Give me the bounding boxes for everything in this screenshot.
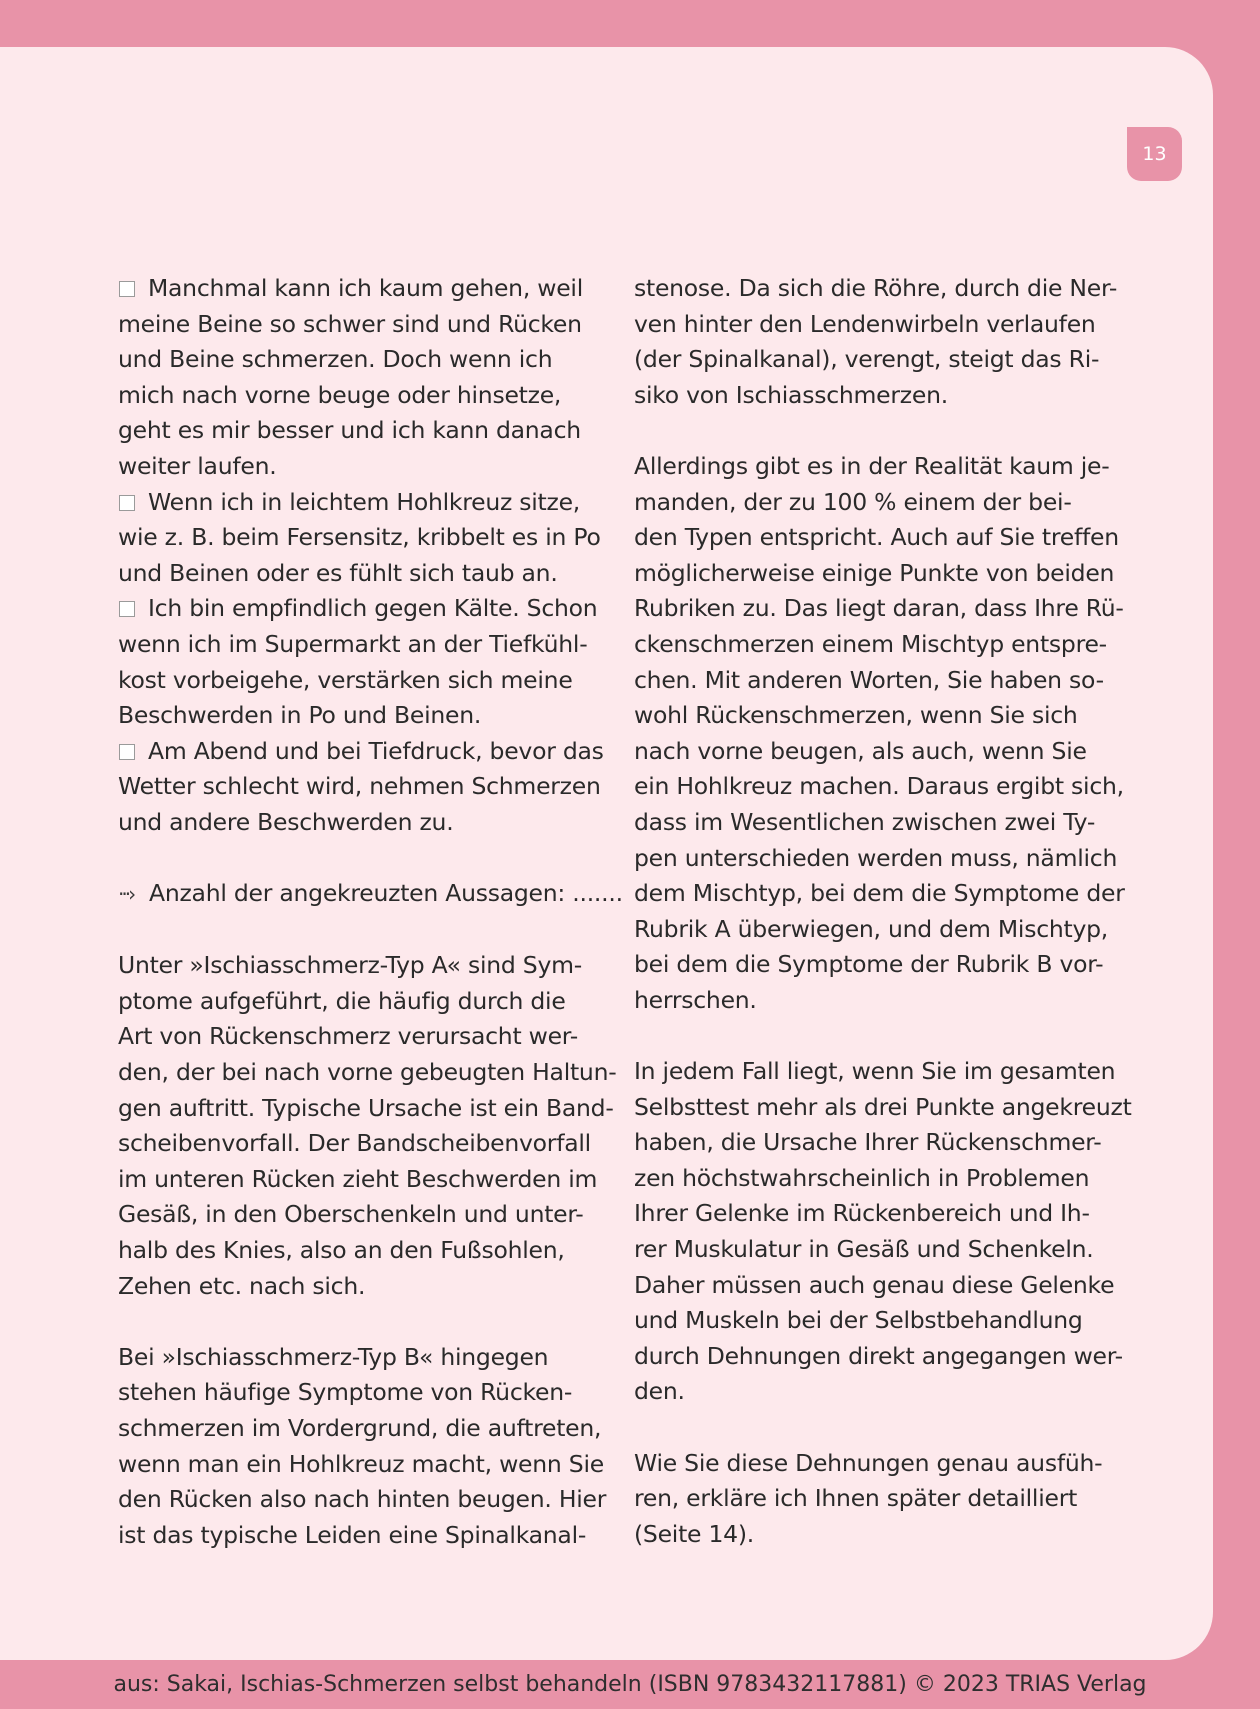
dotted-arrow-icon: ···› <box>118 882 134 907</box>
checkbox[interactable] <box>119 281 135 297</box>
right-column-line <box>634 520 1124 556</box>
left-column-line-text: im unteren Rücken zieht Beschwerden im <box>118 1164 598 1193</box>
left-column-line <box>118 1162 598 1198</box>
left-column-line <box>118 449 598 485</box>
left-column-line-text: Bei »Ischiasschmerz-Typ B« hingegen <box>118 1342 549 1371</box>
right-text-column <box>634 271 1132 1552</box>
left-column-line-text: den, der bei nach vorne gebeugten Haltun- <box>118 1058 617 1087</box>
left-column-line <box>118 413 598 449</box>
right-column-line-text: herrschen. <box>634 985 757 1014</box>
right-column-line <box>634 805 1124 841</box>
left-column-line-text: wenn man ein Hohlkreuz macht, wenn Sie <box>118 1449 604 1478</box>
right-column-line-text: den. <box>634 1377 685 1406</box>
left-column-line <box>118 1197 598 1233</box>
right-column-line <box>634 983 1124 1019</box>
left-column-line-text: gen auftritt. Typische Ursache ist ein Band- <box>118 1093 614 1122</box>
checkbox[interactable] <box>119 601 135 617</box>
left-column-line-text: Unter »Ischiasschmerz-Typ A« sind Sym- <box>118 951 582 980</box>
left-column-line-text: mich nach vorne beuge oder hinsetze, <box>118 380 562 409</box>
right-column-line <box>634 734 1124 770</box>
right-column-line-text: (der Spinalkanal), verengt, steigt das Ri- <box>634 345 1100 374</box>
left-column-line-text: und andere Beschwerden zu. <box>118 807 454 836</box>
left-column-line <box>118 1482 607 1518</box>
right-column-line <box>634 1090 1132 1126</box>
left-column-line <box>118 734 604 770</box>
right-column-line-text: nach vorne beugen, als auch, wenn Sie <box>634 736 1087 765</box>
right-column-line <box>634 378 1124 414</box>
left-column-line-text: Wetter schlecht wird, nehmen Schmerzen <box>118 772 601 801</box>
right-column-line-text: Rubriken zu. Das liegt daran, dass Ihre Rü- <box>634 594 1124 623</box>
left-column-line <box>118 1019 598 1055</box>
right-column-line <box>634 1374 1124 1410</box>
right-column-line-text: den Typen entspricht. Auch auf Sie treffen <box>634 523 1119 552</box>
left-text-column <box>118 271 623 1553</box>
right-column-line-text: stenose. Da sich die Röhre, durch die Ner- <box>634 274 1118 302</box>
right-column-line-text: Ihrer Gelenke im Rückenbereich und Ih- <box>634 1199 1090 1228</box>
left-column-line <box>118 1269 598 1305</box>
left-column-line-text: kost vorbeigehe, verstärken sich meine <box>118 665 573 694</box>
right-column-line-text: chen. Mit anderen Worten, Sie haben so- <box>634 665 1104 694</box>
left-column-line <box>118 1518 598 1554</box>
left-column-line <box>118 1091 614 1127</box>
right-column-line-text: rer Muskulatur in Gesäß und Schenkeln. <box>634 1235 1094 1264</box>
left-column-line-text: Gesäß, in den Oberschenkeln und unter- <box>118 1200 584 1229</box>
right-column-line-text: zen höchstwahrscheinlich in Problemen <box>634 1163 1090 1192</box>
right-column-line-text: bei dem die Symptome der Rubrik B vor- <box>634 950 1104 979</box>
left-column-line-text: wie z. B. beim Fersensitz, kribbelt es in Po <box>118 523 601 552</box>
right-column-line <box>634 1161 1124 1197</box>
right-column-line <box>634 1268 1124 1304</box>
right-column-line-text: ein Hohlkreuz machen. Daraus ergibt sich, <box>634 772 1124 801</box>
right-column-line-text: manden, der zu 100 % einem der bei- <box>634 487 1072 516</box>
left-column-line-text: stehen häufige Symptome von Rücken- <box>118 1378 573 1407</box>
left-column-line-text: Art von Rückenschmerz verursacht wer- <box>118 1022 578 1051</box>
left-column-line-text: den Rücken also nach hinten beugen. Hier <box>118 1485 607 1514</box>
left-column-line <box>118 948 598 984</box>
source-footer: aus: Sakai, Ischias-Schmerzen selbst behandeln (ISBN 9783432117881) © 2023 TRIAS Verlag <box>113 1672 1147 1697</box>
right-column-line <box>634 876 1124 912</box>
left-column-line <box>118 591 598 627</box>
right-column-line-text: dem Mischtyp, bei dem die Symptome der <box>634 879 1125 908</box>
right-column-line <box>634 947 1124 983</box>
left-column-line-text: ist das typische Leiden eine Spinalkanal- <box>118 1520 587 1549</box>
right-column-line <box>634 1303 1124 1339</box>
right-column-line <box>634 1232 1124 1268</box>
page-number: 13 <box>1127 127 1182 181</box>
right-column-line <box>634 485 1124 521</box>
right-column-line <box>634 1196 1124 1232</box>
right-column-line <box>634 627 1124 663</box>
paragraph-gap <box>118 841 598 877</box>
right-column-line <box>634 1339 1124 1375</box>
left-column-line-text: schmerzen im Vordergrund, die auftreten, <box>118 1414 602 1442</box>
left-column-line-text: Beschwerden in Po und Beinen. <box>118 701 482 730</box>
left-column-line <box>118 1055 617 1091</box>
left-column-line <box>118 342 598 378</box>
left-column-line <box>118 378 598 414</box>
right-column-line-text: dass im Wesentlichen zwischen zwei Ty- <box>634 807 1096 836</box>
left-column-line-text: und Beinen oder es fühlt sich taub an. <box>118 558 558 587</box>
left-column-line-text: scheibenvorfall. Der Bandscheibenvorfall <box>118 1129 591 1158</box>
right-column-line-text: siko von Ischiasschmerzen. <box>634 380 948 409</box>
left-column-line <box>118 1126 598 1162</box>
left-column-line <box>118 1447 604 1483</box>
left-column-line <box>118 627 598 663</box>
paragraph-gap <box>634 413 1124 449</box>
paragraph-gap <box>118 1304 598 1340</box>
left-column-line-text: halb des Knies, also an den Fußsohlen, <box>118 1236 565 1265</box>
right-column-line-text: ven hinter den Lendenwirbeln verlaufen <box>634 309 1096 338</box>
left-column-line-text: Wenn ich in leichtem Hohlkreuz sitze, <box>148 487 581 516</box>
right-column-line-text: (Seite 14). <box>634 1519 755 1548</box>
left-column-line <box>118 698 598 734</box>
paragraph-gap <box>634 1410 1124 1446</box>
right-column-line-text: Selbsttest mehr als drei Punkte angekreuzt <box>634 1092 1132 1121</box>
left-column-line-text: Manchmal kann ich kaum gehen, weil <box>148 274 583 302</box>
right-column-line-text: ren, erkläre ich Ihnen später detailliert <box>634 1484 1078 1513</box>
page-sheet <box>0 47 1213 1660</box>
right-column-line <box>634 698 1124 734</box>
right-column-line-text: In jedem Fall liegt, wenn Sie im gesamten <box>634 1057 1116 1086</box>
left-column-line-text: Anzahl der angekreuzten Aussagen: ....... <box>149 879 623 908</box>
left-column-line-text: wenn ich im Supermarkt an der Tiefkühl- <box>118 629 588 658</box>
left-column-line-text: geht es mir besser und ich kann danach <box>118 416 581 445</box>
left-column-line-text: Ich bin empfindlich gegen Kälte. Schon <box>148 594 598 623</box>
left-column-line-text: ptome aufgeführt, die häufig durch die <box>118 986 566 1015</box>
left-column-line <box>118 663 598 699</box>
left-column-line <box>118 556 598 592</box>
right-column-line <box>634 591 1124 627</box>
right-column-line <box>634 769 1124 805</box>
left-column-line-text: und Beine schmerzen. Doch wenn ich <box>118 345 553 374</box>
right-column-line-text: Wie Sie diese Dehnungen genau ausfüh- <box>634 1448 1103 1477</box>
right-column-line <box>634 342 1124 378</box>
left-column-line-text: meine Beine so schwer sind und Rücken <box>118 309 582 338</box>
paragraph-gap <box>634 1018 1124 1054</box>
right-column-line-text: durch Dehnungen direkt angegangen wer- <box>634 1341 1123 1370</box>
right-column-line-text: wohl Rückenschmerzen, wenn Sie sich <box>634 701 1078 730</box>
right-column-line-text: Rubrik A überwiegen, und dem Mischtyp, <box>634 914 1109 943</box>
left-column-line <box>118 876 623 913</box>
left-column-line-text: Zehen etc. nach sich. <box>118 1271 366 1300</box>
right-column-line-text: haben, die Ursache Ihrer Rückenschmer- <box>634 1128 1102 1157</box>
checkbox[interactable] <box>119 744 135 760</box>
left-column-line <box>118 307 598 343</box>
left-column-line <box>118 769 601 805</box>
left-column-line <box>118 1233 598 1269</box>
right-column-line <box>634 841 1124 877</box>
left-column-line <box>118 271 598 307</box>
right-column-line <box>634 1054 1124 1090</box>
right-column-line <box>634 1446 1124 1482</box>
left-column-line <box>118 1411 602 1447</box>
right-column-line <box>634 556 1124 592</box>
checkbox[interactable] <box>119 495 135 511</box>
right-column-line-text: Daher müssen auch genau diese Gelenke <box>634 1270 1115 1299</box>
left-column-line <box>118 805 598 841</box>
right-column-line <box>634 1517 1124 1553</box>
left-column-line <box>118 984 598 1020</box>
left-column-line-text: Am Abend und bei Tiefdruck, bevor das <box>148 736 604 765</box>
right-column-line-text: möglicherweise einige Punkte von beiden <box>634 558 1115 587</box>
left-column-line <box>118 485 598 521</box>
right-column-line <box>634 912 1124 948</box>
right-column-line <box>634 449 1124 485</box>
right-column-line-text: und Muskeln bei der Selbstbehandlung <box>634 1306 1083 1335</box>
left-column-line <box>118 1340 598 1376</box>
right-column-line-text: pen unterschieden werden muss, nämlich <box>634 843 1118 872</box>
right-column-line-text: ckenschmerzen einem Mischtyp entspre- <box>634 629 1107 658</box>
left-column-line <box>118 1375 598 1411</box>
paragraph-gap <box>118 913 598 949</box>
right-column-line <box>634 663 1124 699</box>
right-column-line <box>634 307 1124 343</box>
left-column-line-text: weiter laufen. <box>118 451 277 480</box>
right-column-line <box>634 271 1124 307</box>
right-column-line <box>634 1125 1124 1161</box>
right-column-line <box>634 1481 1124 1517</box>
right-column-line-text: Allerdings gibt es in der Realität kaum je- <box>634 451 1110 480</box>
left-column-line <box>118 520 601 556</box>
